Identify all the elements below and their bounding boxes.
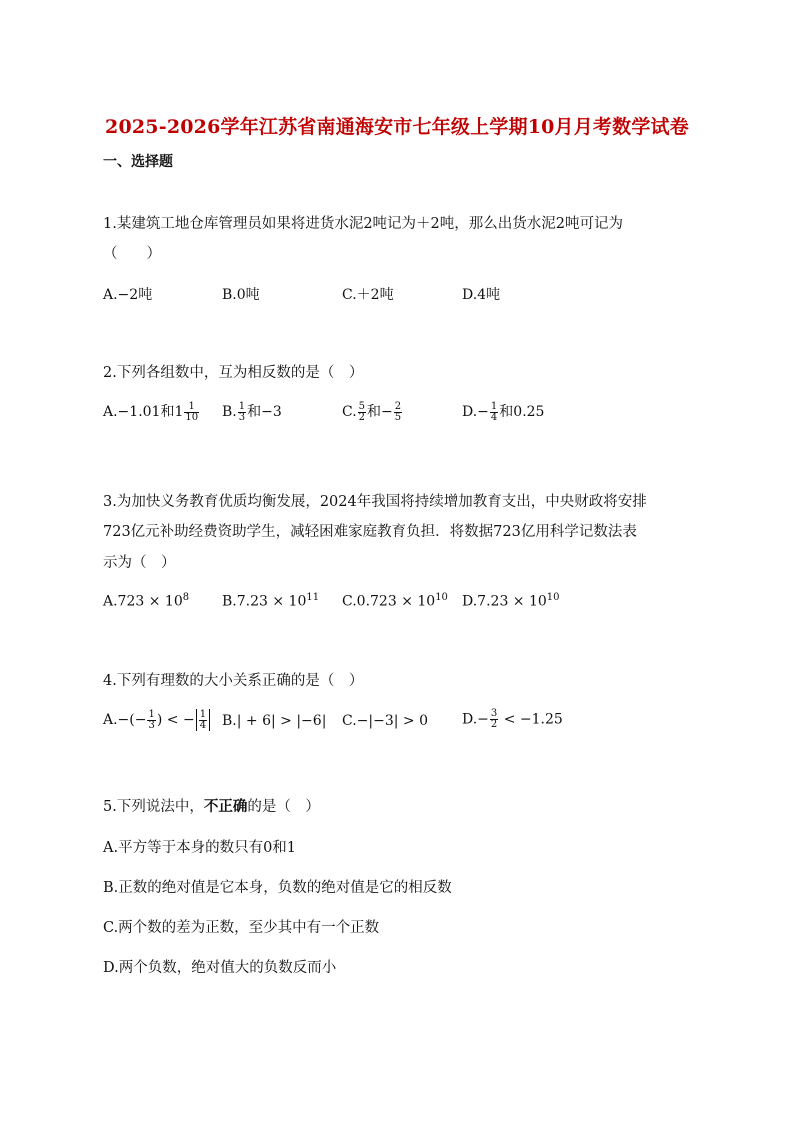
q2-option-c: C. $\frac{5}{2}$ 和− $\frac{2}{5}$	[342, 400, 402, 423]
q3-option-b: $B.7.23 \times 10^{11}$	[222, 592, 320, 610]
q1-stem-line1: 1.某建筑工地仓库管理员如果将进货水泥2吨记为＋2吨，那么出货水泥2吨可记为	[103, 216, 624, 232]
q2-b-fraction: $\frac{1}{3}$	[238, 400, 246, 423]
q4-d-fraction: $\frac{3}{2}$	[490, 708, 498, 730]
q5-stem-emphasis: 不正确	[203, 798, 248, 815]
q4-stem: 4.下列有理数的大小关系正确的是（ ）	[103, 673, 364, 689]
q3-stem-line3: 示为（ ）	[103, 555, 176, 571]
q2-option-b: B. $\frac{1}{3}$ 和−3	[222, 400, 282, 423]
q5-option-d: D.两个负数，绝对值大的负数反而小	[103, 960, 337, 976]
q5-option-a: A.平方等于本身的数只有0和1	[103, 840, 297, 856]
q4-option-d: D.− $\frac{3}{2}$ < −1.25	[462, 708, 563, 730]
q5-option-b: B.正数的绝对值是它本身，负数的绝对值是它的相反数	[103, 880, 452, 896]
q2-d-fraction: $\frac{1}{4}$	[490, 400, 498, 423]
q4-option-a: A.−(− $\frac{1}{3}$ ) < − $\frac{1}{4}$	[103, 709, 211, 731]
section-heading: 一、选择题	[103, 154, 173, 170]
q1-stem-line2: （ ）	[103, 246, 161, 262]
q1-option-a: A.−2吨	[103, 287, 153, 303]
q4-option-c: C.−|−3| > 0	[342, 713, 429, 729]
q3-stem-line2: 723亿元补助经费资助学生，减轻困难家庭教育负担．将数据723亿用科学记数法表	[103, 524, 637, 540]
exam-title: 2025-2026学年江苏省南通海安市七年级上学期10月月考数学试卷	[105, 116, 689, 138]
q1-option-b: B.0吨	[222, 287, 260, 303]
q4-a-fraction-1: $\frac{1}{3}$	[148, 708, 155, 731]
q1-option-d: D.4吨	[462, 287, 501, 303]
q5-stem: 5.下列说法中，不正确的是（ ）	[103, 798, 320, 815]
q3-stem-line1: 3.为加快义务教育优质均衡发展，2024年我国将持续增加教育支出，中央财政将安排	[103, 494, 647, 510]
q1-option-c: C.＋2吨	[342, 287, 394, 303]
q3-option-c: $C.0.723 \times 10^{10}$	[342, 592, 448, 610]
q2-a-prefix: A.−1.01和1	[103, 404, 184, 420]
q5-option-c: C.两个数的差为正数，至少其中有一个正数	[103, 920, 380, 936]
q3-option-a: $A.723 \times 10^8$	[103, 592, 190, 610]
q2-option-a	[103, 401, 200, 423]
q4-a-fraction-2: $\frac{1}{4}$	[199, 708, 207, 731]
q4-option-b: B.| + 6| > |−6|	[222, 713, 327, 729]
q3-option-d: $D.7.23 \times 10^{10}$	[462, 592, 560, 610]
q2-option-d: D.− $\frac{1}{4}$ 和0.25	[462, 400, 545, 423]
q2-c-fraction-1: $\frac{5}{2}$	[358, 400, 366, 423]
q2-c-fraction-2: $\frac{2}{5}$	[394, 400, 402, 423]
q2-stem: 2.下列各组数中，互为相反数的是（ ）	[103, 365, 364, 381]
q2-a-fraction: $\frac{1}{10}$	[185, 400, 199, 423]
